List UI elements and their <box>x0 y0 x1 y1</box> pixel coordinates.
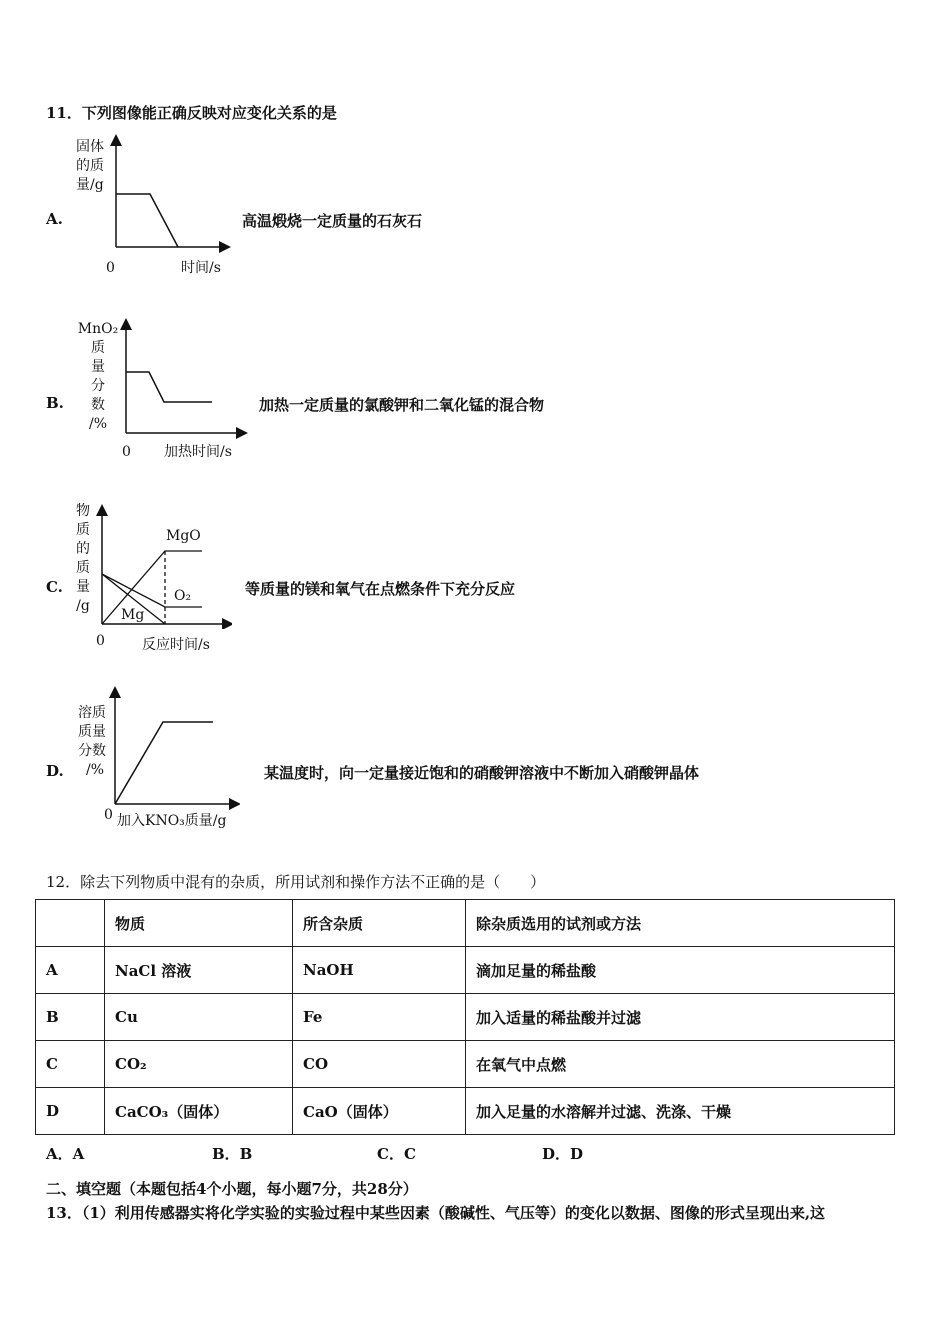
q11-title: 11．下列图像能正确反映对应变化关系的是 <box>46 104 337 122</box>
table-cell: CaO（固体） <box>293 1088 466 1135</box>
q11-b-description: 加热一定质量的氯酸钾和二氧化锰的混合物 <box>259 396 545 414</box>
table-cell: B <box>36 994 105 1041</box>
q11-d-xlabel: 加入KNO₃质量/g <box>117 813 227 829</box>
q12-title: 12．除去下列物质中混有的杂质，所用试剂和操作方法不正确的是（ ） <box>46 873 546 891</box>
table-cell: CO₂ <box>105 1041 293 1088</box>
section2-title: 二、填空题（本题包括4个小题，每小题7分，共28分） <box>46 1180 418 1198</box>
q11-option-c-letter: C. <box>46 578 63 596</box>
q11-a-xlabel: 时间/s <box>181 260 221 276</box>
table-row <box>36 994 895 1041</box>
q11-c-label-o2: O₂ <box>174 588 192 604</box>
solute-fraction-curve <box>115 722 213 804</box>
q11-d-ylabel: 溶质 质量 分数 /% <box>78 705 106 778</box>
mass-curve <box>116 194 178 247</box>
q11-c-ylabel: 物 质 的 质 量 /g <box>76 503 90 614</box>
choice-d[interactable]: D．D <box>542 1145 584 1163</box>
q11-d-description: 某温度时，向一定量接近饱和的硝酸钾溶液中不断加入硝酸钾晶体 <box>264 764 700 782</box>
table-cell: NaCl 溶液 <box>105 947 293 994</box>
table-header-cell: 物质 <box>105 900 293 947</box>
mno2-curve <box>126 372 212 402</box>
q11-option-d-letter: D. <box>46 762 64 780</box>
table-header-row <box>36 900 895 947</box>
table-cell: CO <box>293 1041 466 1088</box>
choice-b[interactable]: B．B <box>212 1145 253 1163</box>
q11-c-label-mgo: MgO <box>166 528 201 544</box>
table-cell: Cu <box>105 994 293 1041</box>
table-cell: A <box>36 947 105 994</box>
q11-c-xlabel: 反应时间/s <box>142 637 210 653</box>
q11-option-a-letter: A. <box>46 210 63 228</box>
table-header-cell: 所含杂质 <box>293 900 466 947</box>
q11-c-origin: 0 <box>96 633 105 649</box>
q13-text: 13．（1）利用传感器实将化学实验的实验过程中某些因素（酸碱性、气压等）的变化以数据、图像的形式呈现出来,这 <box>46 1204 826 1222</box>
table-cell: 加入足量的水溶解并过滤、洗涤、干燥 <box>466 1088 895 1135</box>
q11-c-description: 等质量的镁和氧气在点燃条件下充分反应 <box>245 580 516 598</box>
table-cell: Fe <box>293 994 466 1041</box>
table-cell: 滴加足量的稀盐酸 <box>466 947 895 994</box>
table-header-cell: 除杂质选用的试剂或方法 <box>466 900 895 947</box>
q11-b-ylabel: MnO₂ 质 量 分 数 /% <box>77 321 119 432</box>
q11-option-b-letter: B. <box>46 394 64 412</box>
q11-c-label-mg: Mg <box>121 607 145 623</box>
table-cell: C <box>36 1041 105 1088</box>
table-cell: 在氧气中点燃 <box>466 1041 895 1088</box>
table-header-cell <box>36 900 105 947</box>
table-cell: D <box>36 1088 105 1135</box>
table-cell: NaOH <box>293 947 466 994</box>
q11-d-origin: 0 <box>104 807 113 823</box>
table-row <box>36 1088 895 1135</box>
q11-a-graph <box>100 130 240 260</box>
q11-a-ylabel: 固体 的质 量/g <box>76 139 104 193</box>
q11-a-origin: 0 <box>106 260 115 276</box>
table-cell: 加入适量的稀盐酸并过滤 <box>466 994 895 1041</box>
table-row <box>36 1041 895 1088</box>
q11-d-graph <box>100 686 240 811</box>
table-cell: CaCO₃（固体） <box>105 1088 293 1135</box>
table-row <box>36 947 895 994</box>
q11-b-graph <box>112 316 252 441</box>
choice-a[interactable]: A．A <box>46 1145 85 1163</box>
choice-c[interactable]: C．C <box>377 1145 416 1163</box>
q12-table <box>35 899 895 1135</box>
q11-b-xlabel: 加热时间/s <box>164 444 232 460</box>
q11-b-origin: 0 <box>122 444 131 460</box>
q11-a-description: 高温煅烧一定质量的石灰石 <box>242 212 423 230</box>
q11-c-graph <box>92 504 232 629</box>
